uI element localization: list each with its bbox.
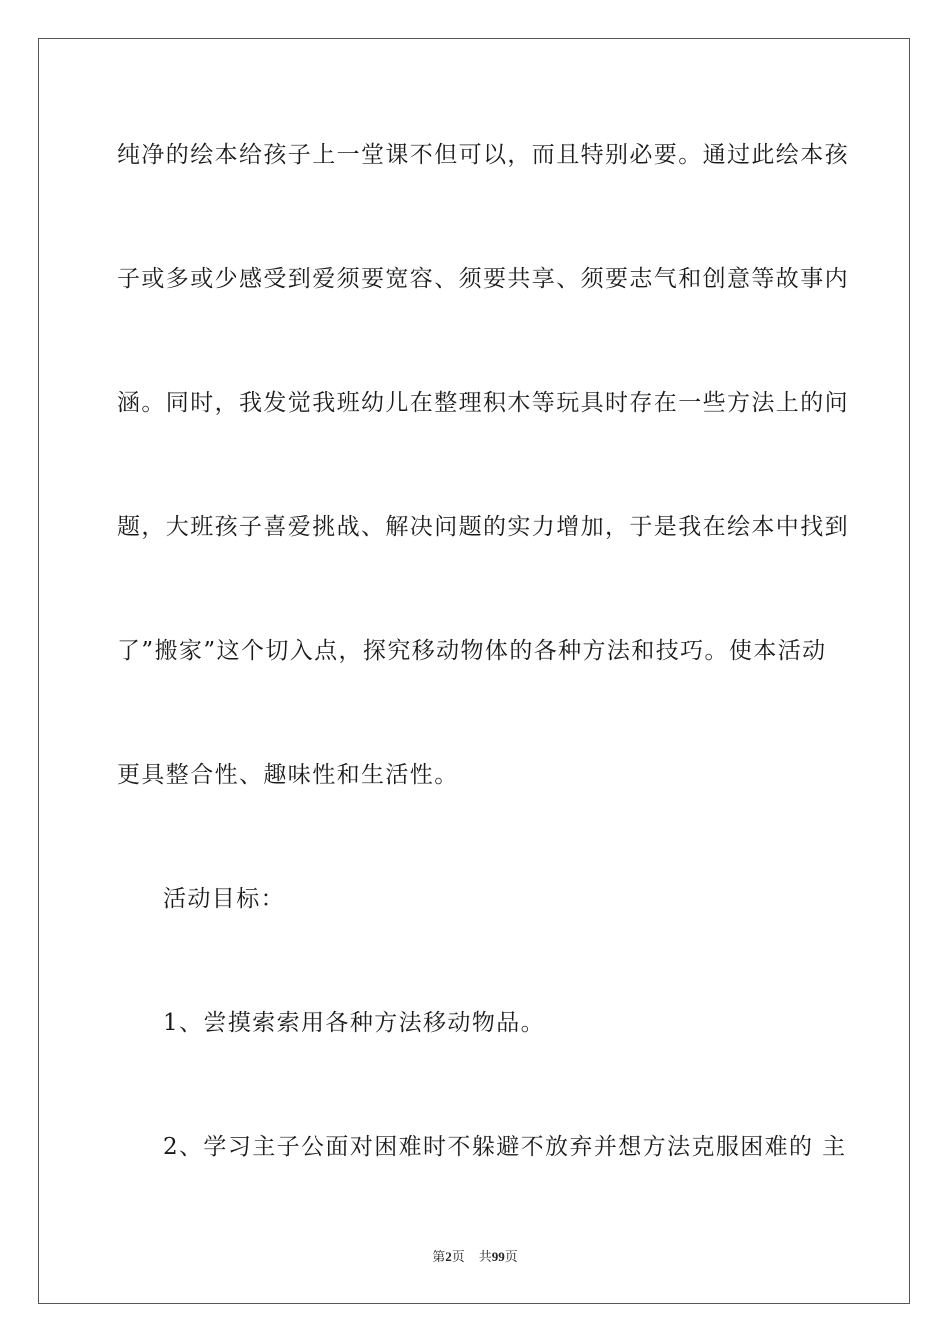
goal-item-2: 2、学习主子公面对困难时不躲避不放弃并想方法克服困难的 主 bbox=[163, 1134, 847, 1160]
page-footer bbox=[0, 1246, 950, 1265]
footer-page-number: 2 bbox=[445, 1249, 452, 1264]
body-line-2: 子或多或少感受到爱须要宽容、须要共享、须要志气和创意等故事内 bbox=[117, 266, 849, 292]
footer-page-suffix: 页 bbox=[451, 1249, 465, 1264]
footer-total-prefix: 共 bbox=[478, 1249, 492, 1264]
footer-total-suffix: 页 bbox=[504, 1249, 518, 1264]
goal-item-1: 1、尝摸索索用各种方法移动物品。 bbox=[163, 1010, 546, 1036]
footer-total-pages: 99 bbox=[491, 1249, 505, 1264]
body-line-6: 更具整合性、趣味性和生活性。 bbox=[117, 762, 459, 788]
footer-page-prefix: 第 bbox=[432, 1249, 446, 1264]
body-line-4: 题，大班孩子喜爱挑战、解决问题的实力增加，于是我在绘本中找到 bbox=[117, 514, 849, 540]
page-border bbox=[38, 38, 910, 1304]
section-heading: 活动目标： bbox=[163, 886, 285, 912]
body-line-3: 涵。同时，我发觉我班幼儿在整理积木等玩具时存在一些方法上的问 bbox=[117, 390, 849, 416]
body-line-5: 了”搬家”这个切入点，探究移动物体的各种方法和技巧。使本活动 bbox=[117, 638, 827, 664]
body-line-1: 纯净的绘本给孩子上一堂课不但可以，而且特别必要。通过此绘本孩 bbox=[117, 142, 849, 168]
